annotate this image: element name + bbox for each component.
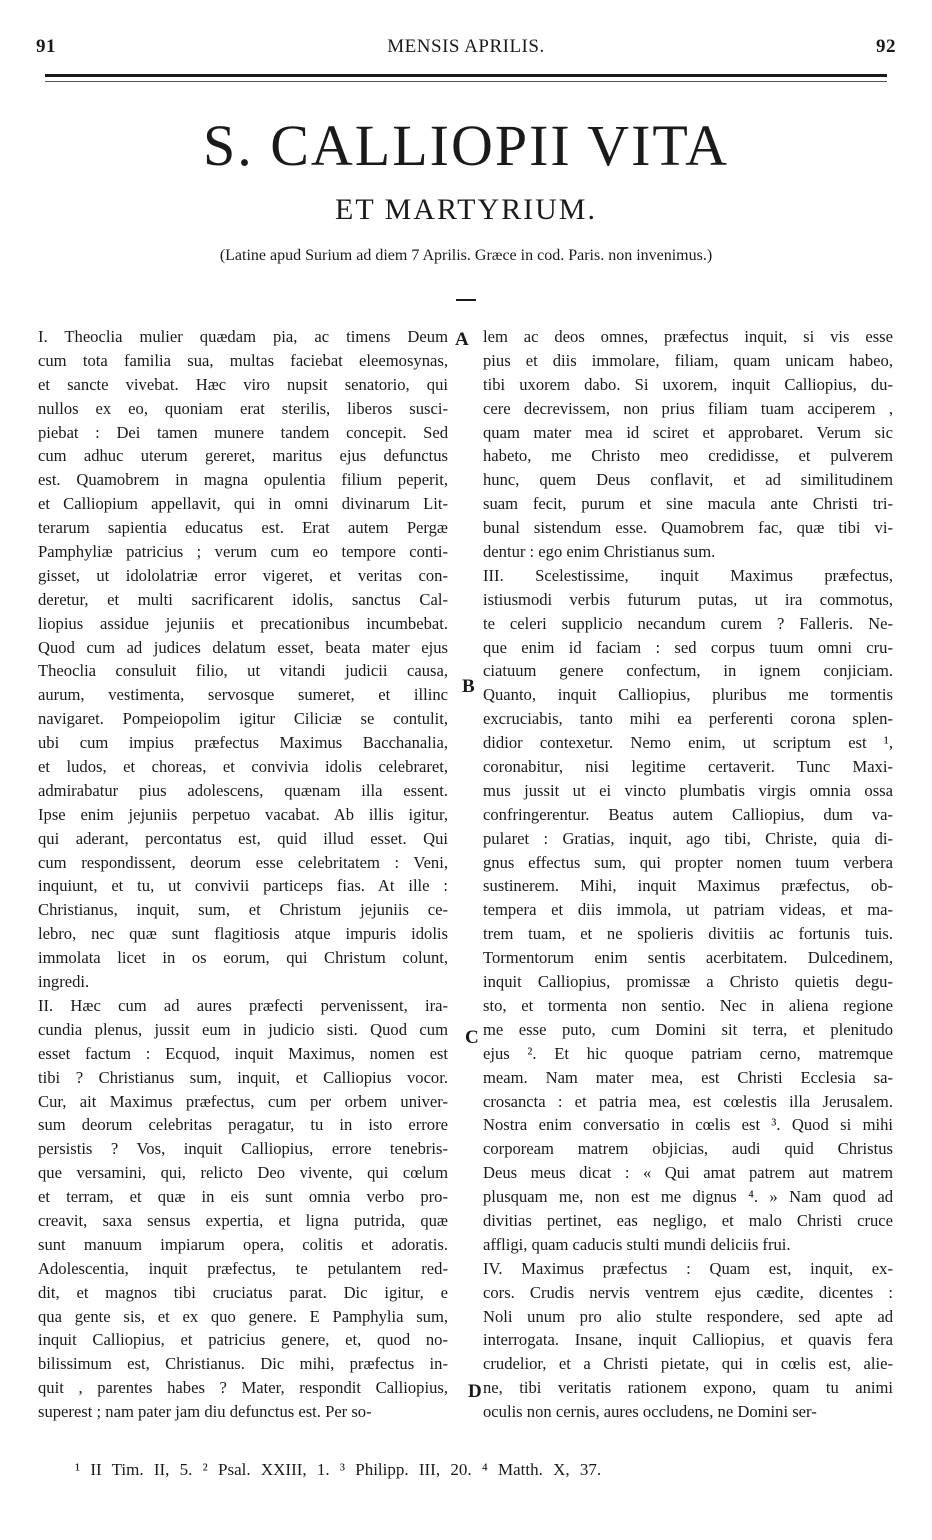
text-line: navigaret. Pompeiopolim igitur Ciliciæ se contulit, bbox=[38, 709, 448, 729]
text-line: ejus ². Et hic quoque patriam cerno, matremque bbox=[483, 1043, 893, 1063]
page-number-right: 92 bbox=[876, 36, 896, 57]
text-line: Nostra enim conversatio in cœlis est ³. Quod si mihi bbox=[483, 1115, 893, 1135]
text-line: est. Quamobrem in magna opulentia filium peperit, bbox=[38, 470, 448, 490]
text-line: crudelior, et a Christi pietate, qui in cœlis est, alie- bbox=[483, 1354, 893, 1374]
text-line: Adolescentia, inquit præfectus, te petulantem red- bbox=[38, 1258, 448, 1278]
text-line: piebat : Dei tamen munere tandem concepit. Sed bbox=[38, 422, 448, 442]
text-line: Ipse enim jejuniis perpetuo vacabat. Ab illis igitur, bbox=[38, 804, 448, 824]
text-line: te celeri supplicio necandum curem ? Falleris. Ne- bbox=[483, 613, 893, 633]
text-line: suam fecit, purum et sine macula ante Christi tri- bbox=[483, 494, 893, 514]
text-line: superest ; nam pater jam diu defunctus est. Per so- bbox=[38, 1402, 372, 1422]
text-line: gisset, ut idololatriæ error vigeret, et veritas con- bbox=[38, 565, 448, 585]
text-line: sum deorum celebritas peragatur, tu in isto errore bbox=[38, 1115, 448, 1135]
text-line: lem ac deos omnes, præfectus inquit, si vis esse bbox=[483, 327, 893, 346]
text-line: hunc, quem Deus conflavit, et ad similitudinem bbox=[483, 470, 893, 490]
text-line: pularet : Gratias, inquit, ago tibi, Christe, quia di- bbox=[483, 828, 893, 848]
text-line: cum adhuc uterum gereret, maritus ejus defunctus bbox=[38, 446, 448, 466]
text-line: pius et diis immolare, filiam, quam unicam habeo, bbox=[483, 350, 893, 370]
text-line: oculis non cernis, aures occludens, ne Domini ser- bbox=[483, 1402, 817, 1422]
text-line: habeto, me Christo meo credidisse, et pulverem bbox=[483, 446, 893, 466]
text-line: interrogata. Insane, inquit Calliopius, et quavis fera bbox=[483, 1330, 893, 1350]
text-line: cum respondissent, deorum esse celebritatem : Veni, bbox=[38, 852, 448, 872]
text-line: qui aderant, percontatus est, quid illud esset. Qui bbox=[38, 828, 448, 848]
text-line: excruciabis, tanto mihi ea perferenti corona splen- bbox=[483, 709, 893, 729]
running-title: MENSIS APRILIS. bbox=[387, 36, 545, 57]
text-line: creavit, saxa sensus expertia, et ligna putrida, quæ bbox=[38, 1210, 448, 1230]
right-text-column bbox=[483, 325, 893, 1424]
text-line: ne, tibi veritatis rationem expono, quam tu animi bbox=[483, 1378, 893, 1398]
text-line: coronabitur, nisi legitime certaverit. Tunc Maxi- bbox=[483, 757, 893, 777]
text-line: cors. Crudis nervis ventrem ejus cædite, dicentes : bbox=[483, 1282, 893, 1302]
text-line: gnus effectus sum, qui propter nomen tuum verbera bbox=[483, 852, 893, 872]
text-line: plusquam me, non est me dignus ⁴. » Nam quod ad bbox=[483, 1187, 893, 1207]
text-line: et terram, et quæ in eis sunt omnia verbo pro- bbox=[38, 1187, 448, 1207]
source-note: (Latine apud Surium ad diem 7 Aprilis. Græce in cod. Paris. non invenimus.) bbox=[219, 247, 713, 264]
text-line: Theoclia consuluit filio, ut vitandi judicii causa, bbox=[38, 661, 448, 681]
running-header bbox=[30, 28, 902, 64]
text-line: IV. Maximus præfectus : Quam est, inquit, ex- bbox=[483, 1258, 893, 1278]
header-rule-thick bbox=[45, 74, 887, 77]
text-line: lebro, nec quæ sunt flagitiosis atque impuris idolis bbox=[38, 924, 448, 944]
text-line: quit , parentes habes ? Mater, respondit Calliopius, bbox=[38, 1378, 448, 1398]
text-line: cere decrevissem, non prius filiam tuam acciperem , bbox=[483, 398, 893, 418]
text-line: cundia plenus, jussit eum in judicio sisti. Quod cum bbox=[38, 1019, 448, 1039]
text-line: liopius assidue jejuniis et precationibus incumbebat. bbox=[38, 613, 448, 633]
text-line: inquiunt, et tu, ut convivii particeps fias. At ille : bbox=[38, 876, 448, 896]
text-line: et ludos, et choreas, et convivia idolis celebraret, bbox=[38, 757, 448, 777]
document-title: S. CALLIOPII VITA bbox=[202, 113, 730, 178]
text-line: I. Theoclia mulier quædam pia, ac timens Deum bbox=[38, 327, 448, 346]
text-line: Quanto, inquit Calliopius, pluribus me tormentis bbox=[483, 685, 893, 705]
title-divider bbox=[456, 299, 476, 301]
text-line: Cur, ait Maximus præfectus, cum per orbem univer- bbox=[38, 1091, 448, 1111]
text-line: divitias pertinet, eas negligo, et malo Christi cruce bbox=[483, 1210, 893, 1230]
text-line: Pamphyliæ patricius ; verum cum eo tempore conti- bbox=[38, 542, 448, 562]
text-line: didior contexetur. Nemo enim, ut scriptum est ¹, bbox=[483, 733, 893, 753]
text-line: persistis ? Vos, inquit Calliopius, errore tenebris- bbox=[38, 1139, 448, 1159]
text-line: crosancta : et patria mea, est cœlestis illa Jerusalem. bbox=[483, 1091, 893, 1111]
text-line: quam mater mea id sciret et approbaret. Verum sic bbox=[483, 422, 893, 442]
text-line: et sancte vivebat. Hæc viro nupsit senatorio, qui bbox=[38, 374, 448, 394]
text-line: nullos ex eo, quoniam erat sterilis, liberos susci- bbox=[38, 398, 448, 418]
text-line: Noli unum pro alio stulte respondere, sed apte ad bbox=[483, 1306, 893, 1326]
text-line: ubi cum impius præfectus Maximus Bacchanalia, bbox=[38, 733, 448, 753]
text-line: aurum, vestimenta, servosque sumeret, et illinc bbox=[38, 685, 448, 705]
text-line: me esse puto, cum Domini sit terra, et plenitudo bbox=[483, 1019, 893, 1039]
text-line: inquit Calliopius, et patricius genere, et, quod no- bbox=[38, 1330, 448, 1350]
text-line: bilissimum est, Christianus. Dic mihi, præfectus in- bbox=[38, 1354, 448, 1374]
text-line: cum tota familia sua, multas faciebat eleemosynas, bbox=[38, 350, 448, 370]
margin-mark-a: A bbox=[455, 329, 469, 350]
text-line: sunt manuum impiarum opera, colitis et adoratis. bbox=[38, 1234, 448, 1254]
text-line: ingredi. bbox=[38, 972, 90, 992]
text-line: trem tuam, et ne spolieris divitiis ac fortunis tuis. bbox=[483, 924, 893, 944]
text-line: Tormentorum enim sentis acerbitatem. Dulcedinem, bbox=[483, 948, 893, 968]
footnotes: ¹ II Tim. II, 5. ² Psal. XXIII, 1. ³ Philipp. III, 20. ⁴ Matth. X, 37. bbox=[75, 1460, 602, 1479]
text-line: mus jussit ut ei vincto plumbatis virgis omnia ossa bbox=[483, 780, 893, 800]
document-subtitle: ET MARTYRIUM. bbox=[335, 193, 597, 226]
text-line: terarum sapientia educatus est. Erat autem Pergæ bbox=[38, 518, 448, 538]
text-line: deretur, et multi sacrificarent idolis, sanctus Cal- bbox=[38, 589, 448, 609]
text-line: sto, et tormenta non sentio. Nec in aliena regione bbox=[483, 995, 893, 1015]
left-text-column bbox=[38, 325, 448, 1424]
text-line: inquit Calliopius, promissæ a Christo quietis degu- bbox=[483, 972, 893, 992]
text-line: Deus meus dicat : « Qui amat patrem aut matrem bbox=[483, 1163, 893, 1183]
header-rule-thin bbox=[45, 81, 887, 82]
page-number-left: 91 bbox=[36, 36, 56, 57]
text-line: bunal sistendum esse. Quamobrem fac, quæ tibi vi- bbox=[483, 518, 893, 538]
text-line: esset factum : Ecquod, inquit Maximus, nomen est bbox=[38, 1043, 448, 1063]
text-line: tibi ? Christianus sum, inquit, et Calliopius vocor. bbox=[38, 1067, 448, 1087]
text-line: istiusmodi verbis futurum putas, ut ira commotus, bbox=[483, 589, 893, 609]
text-line: corpoream matrem objicias, audi quid Christus bbox=[483, 1139, 893, 1159]
text-line: immolata licet in os eorum, qui Christum colunt, bbox=[38, 948, 448, 968]
text-line: ciatuum genere confectum, in ignem conjiciam. bbox=[483, 661, 893, 681]
text-line: dentur : ego enim Christianus sum. bbox=[483, 542, 716, 562]
text-line: affligi, quam caducis stulti mundi deliciis frui. bbox=[483, 1234, 791, 1254]
text-line: que versamini, qui, relicto Deo vivente, qui cœlum bbox=[38, 1163, 448, 1183]
margin-mark-d: D bbox=[468, 1381, 482, 1402]
text-line: meam. Nam mater mea, est Christi Ecclesia sa- bbox=[483, 1067, 893, 1087]
text-line: sustinerem. Mihi, inquit Maximus præfectus, ob- bbox=[483, 876, 893, 896]
text-line: II. Hæc cum ad aures præfecti pervenissent, ira- bbox=[38, 995, 448, 1015]
margin-mark-c: C bbox=[465, 1027, 479, 1048]
text-line: Christianus, inquit, sum, et Christum jejuniis ce- bbox=[38, 900, 448, 920]
text-line: confringerentur. Beatus autem Calliopius, dum va- bbox=[483, 804, 893, 824]
text-line: dit, et magnos tibi cruciatus parat. Dic igitur, e bbox=[38, 1282, 448, 1302]
text-line: Quod cum ad judices delatum esset, beata mater ejus bbox=[38, 637, 448, 657]
text-line: tibi uxorem dabo. Si uxorem, inquit Calliopius, du- bbox=[483, 374, 893, 394]
text-line: que enim id faciam : sed corpus tuum omni cru- bbox=[483, 637, 893, 657]
text-line: qua gente sis, et ex quo genere. E Pamphylia sum, bbox=[38, 1306, 448, 1326]
margin-mark-b: B bbox=[462, 676, 475, 697]
text-line: III. Scelestissime, inquit Maximus præfectus, bbox=[483, 565, 893, 585]
text-line: tempera et diis immola, ut patriam videas, et ma- bbox=[483, 900, 893, 920]
text-line: et Calliopium appellavit, qui in omni divinarum Lit- bbox=[38, 494, 448, 514]
text-line: admirabatur pius adolescens, quænam illa essent. bbox=[38, 780, 448, 800]
